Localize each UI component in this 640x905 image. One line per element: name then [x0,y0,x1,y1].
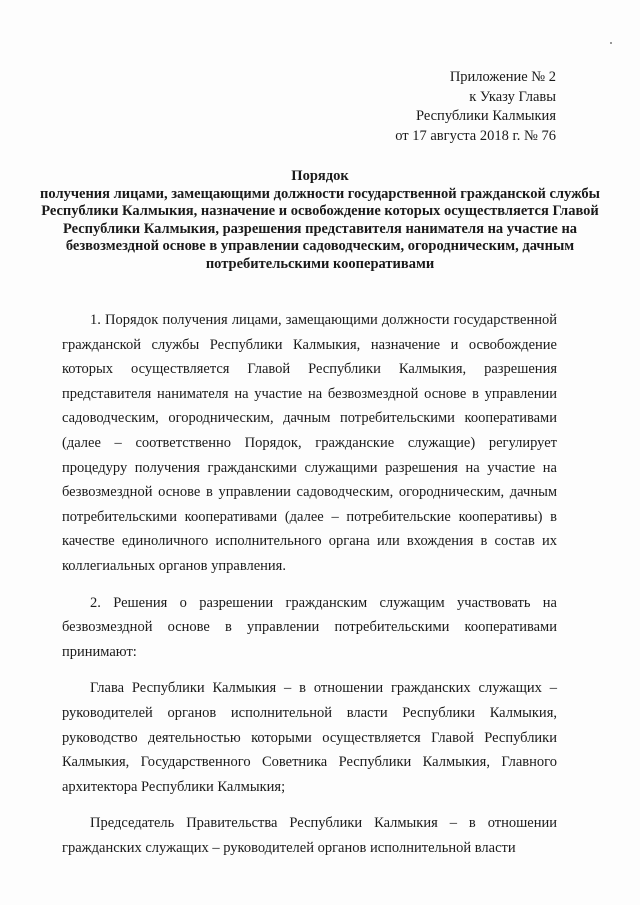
appendix-line-1: Приложение № 2 [449,69,556,85]
paragraph-4: Председатель Правительства Республики Калмыкия – в отношении гражданских служащих – руководителей органов исполнительной власти [62,815,557,856]
paragraph-3: Глава Республики Калмыкия – в отношении гражданских служащих – руководителей органов исполнительной власти Республики Калмыкия, руководство деятельностью которыми осуществляется Главой Республики Калмыкия, Государственного Советника Республики Калмыкия, Главного архитектора Республики Калмыкия; [62,680,557,795]
paragraph-1: 1. Порядок получения лицами, замещающими должности государственной гражданской службы Республики Калмыкия, назначение и освобождение которых осуществляется Главой Республики Калмыкия, разрешения представителя нанимателя на участие на безвозмездной основе в управлении садоводческим, огородническим, дачным потребительскими кооперативами (далее – соответственно Порядок, гражданские служащие) регулирует процедуру получения гражданскими служащими разрешения на участие на безвозмездной основе в управлении садоводческим, огородническим, дачным потребительскими кооперативами (далее – потребительские кооперативы) в качестве единоличного исполнительного органа или вхождения в состав их коллегиальных органов управления. [62,312,557,574]
appendix-line-4: от 17 августа 2018 г. № 76 [395,127,556,144]
appendix-reference [395,68,556,146]
document-body [62,308,557,872]
appendix-line-2: к Указу Главы [469,88,556,105]
document-title [40,168,600,274]
title-subtitle: получения лицами, замещающими должности государственной гражданской службы Республики Калмыкия, назначение и освобождение которых осуществляется Главой Республики Калмыкия, разрешения представителя нанимателя на участие на безвозмездной основе в управлении садоводческим, огородническим, дачным потребительскими кооперативами [40,185,600,272]
paragraph-2: 2. Решения о разрешении гражданским служащим участвовать на безвозмездной основе в управлении потребительскими кооперативами принимают: [62,594,557,660]
appendix-line-3: Республики Калмыкия [415,108,556,124]
title-heading: Порядок [291,168,349,184]
scan-speck [610,42,612,44]
